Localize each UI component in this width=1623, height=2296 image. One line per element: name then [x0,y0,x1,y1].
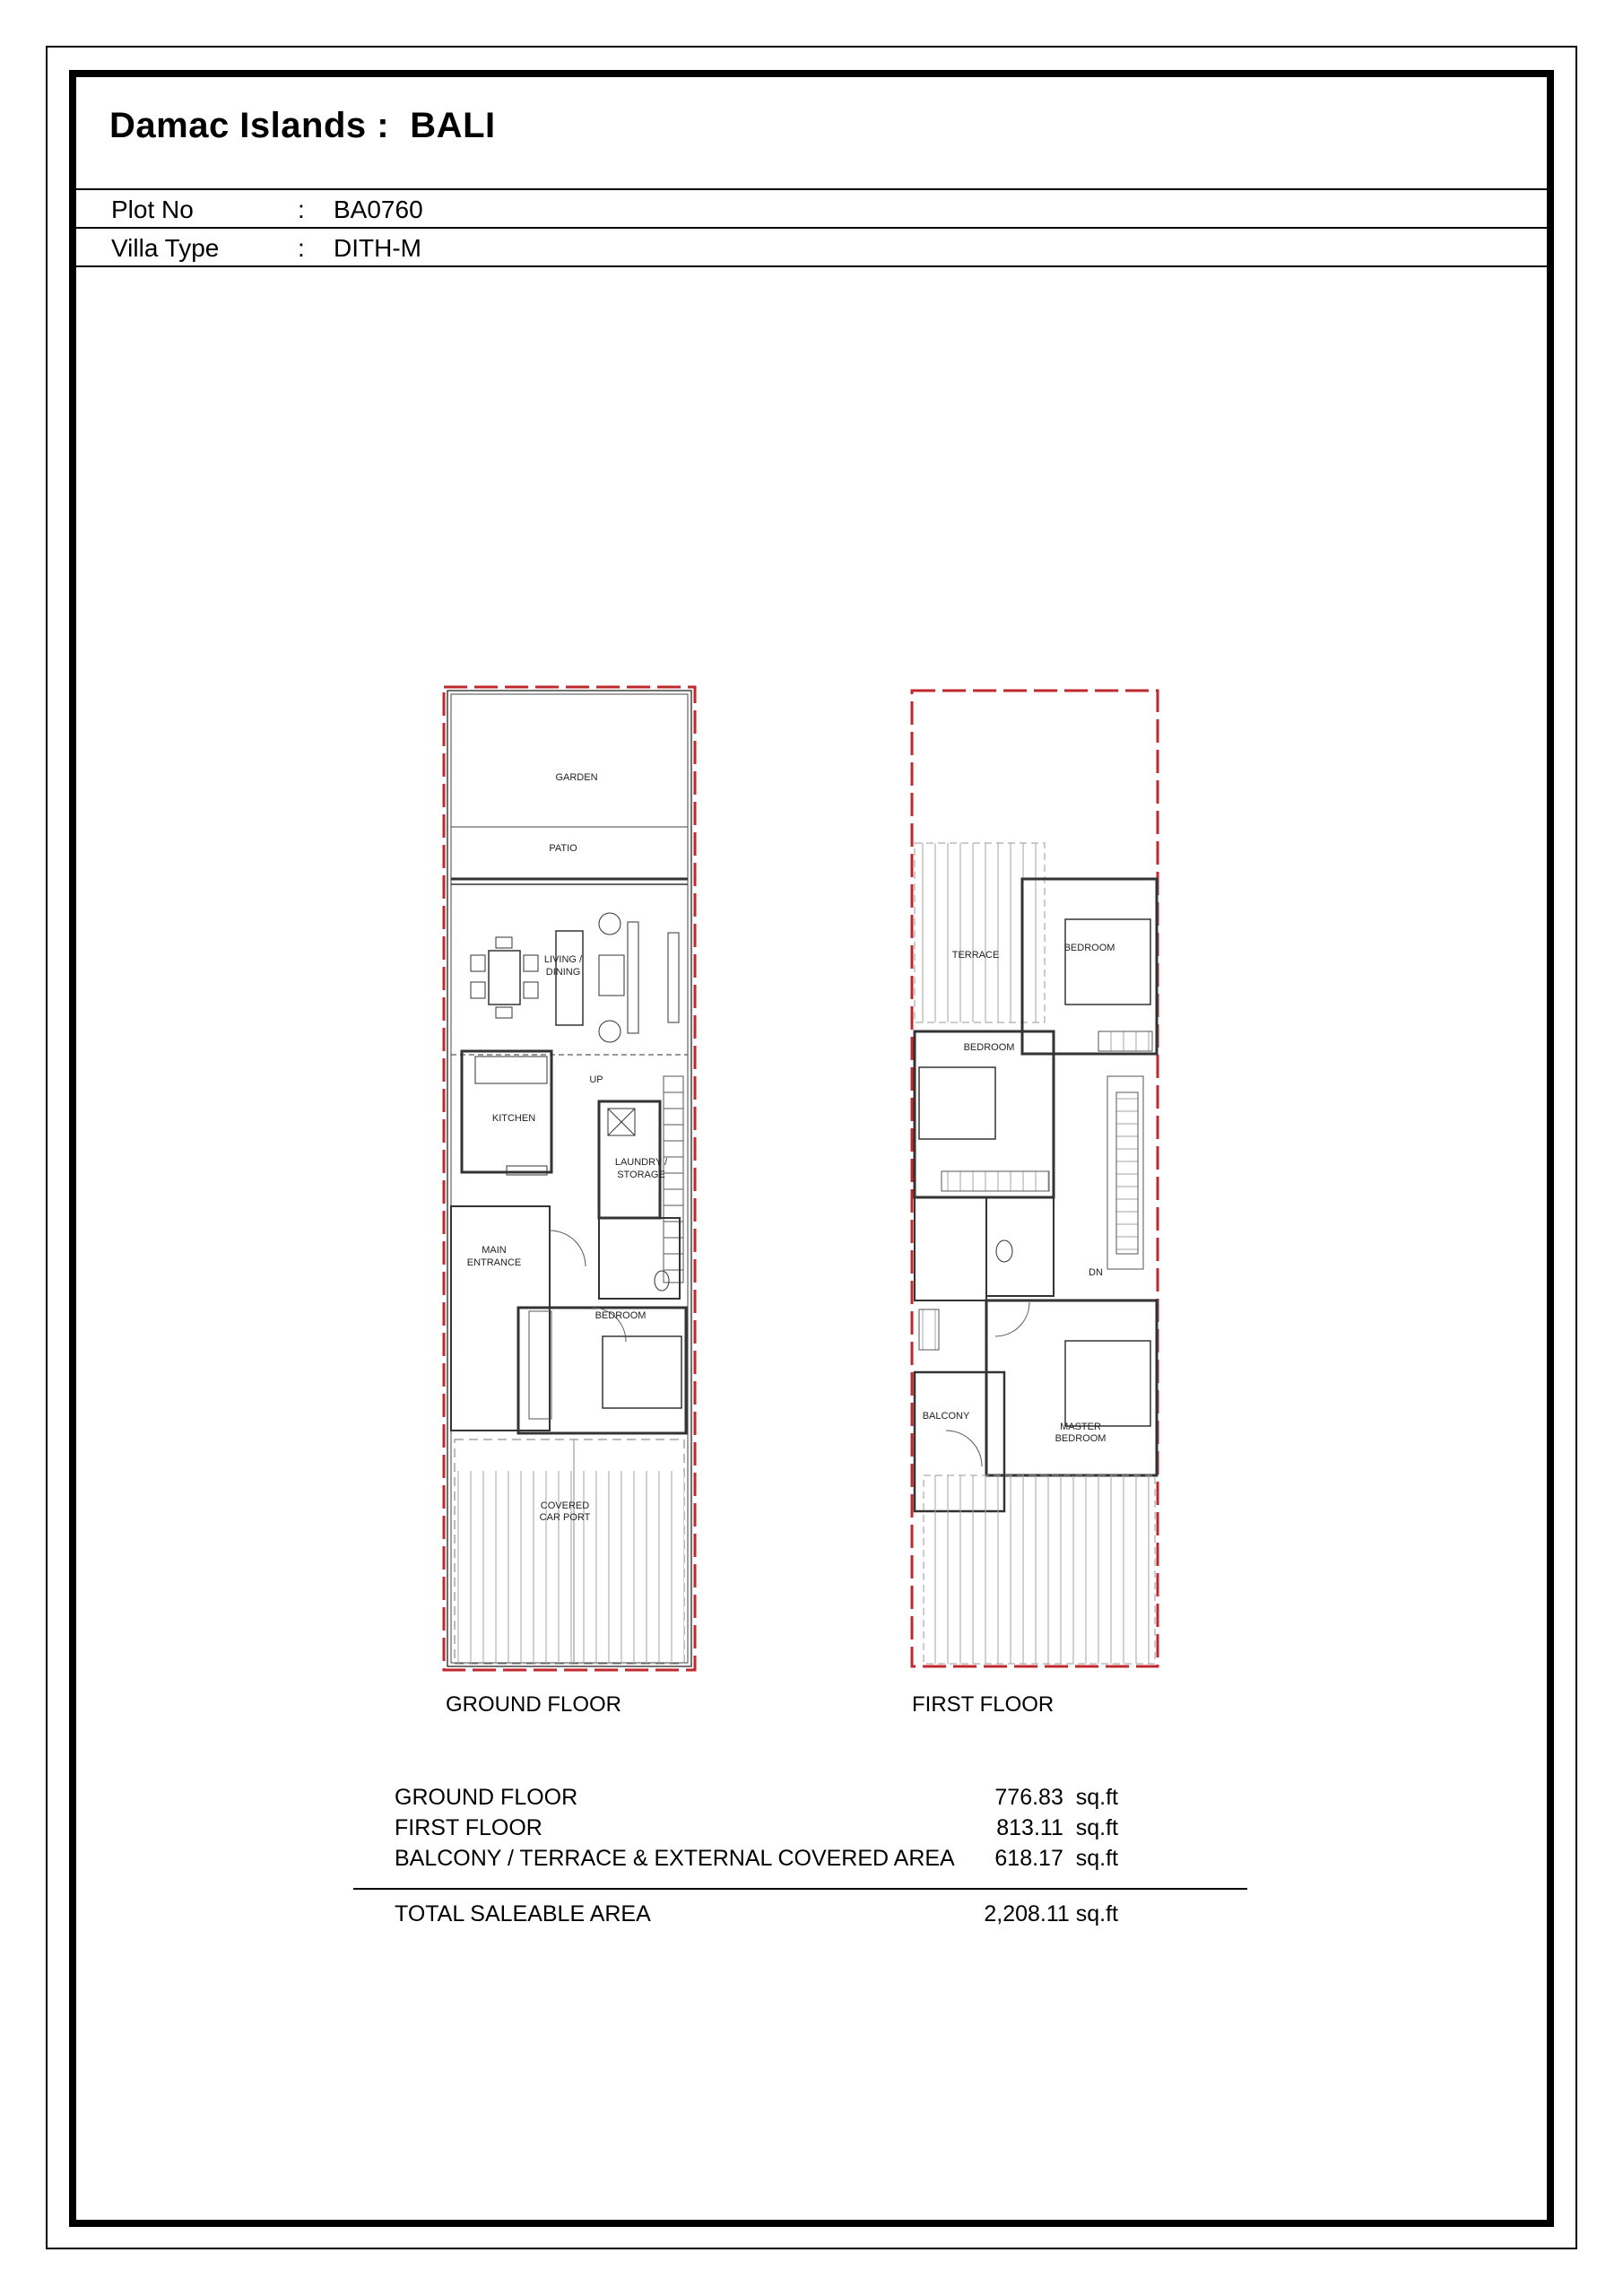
dn-label: DN [1089,1267,1103,1278]
bedroom-label: BEDROOM [595,1310,647,1321]
patio-label: PATIO [549,843,577,854]
total-area-value: 2,208.11 sq.ft [984,1901,1118,1926]
up-label: UP [589,1074,603,1085]
laundry-label-2: STORAGE [617,1170,665,1180]
living-label-1: LIVING / [543,954,583,965]
area-balcony-label: BALCONY / TERRACE & EXTERNAL COVERED AREA [395,1846,955,1871]
kitchen-label: KITCHEN [491,1113,536,1124]
laundry-label-1: LAUNDRY / [614,1157,668,1168]
villa-type-label: Villa Type [111,234,220,262]
area-first-value: 813.11 sq.ft [996,1815,1118,1840]
master-label-2: BEDROOM [1055,1433,1107,1444]
carport-label-2: CAR PORT [539,1512,591,1523]
total-divider [353,1888,1247,1890]
first-floor-plan [912,691,1158,1666]
document-title: Damac Islands : BALI [109,106,496,145]
plot-no-colon: : [298,196,305,223]
area-ground-value: 776.83 sq.ft [994,1785,1118,1810]
area-first-label: FIRST FLOOR [395,1815,542,1840]
bedroom-b-label: BEDROOM [963,1042,1015,1053]
area-balcony-value: 618.17 sq.ft [994,1846,1118,1871]
ground-floor-caption: GROUND FLOOR [446,1692,622,1717]
plot-no-value: BA0760 [334,196,423,223]
living-label-2: DINING [545,967,581,978]
master-label-1: MASTER [1060,1422,1101,1432]
bedroom-a-label: BEDROOM [1063,943,1115,953]
total-area-label: TOTAL SALEABLE AREA [395,1901,651,1926]
balcony-label: BALCONY [922,1411,970,1422]
entrance-label-2: ENTRANCE [466,1257,522,1268]
villa-type-colon: : [298,234,305,262]
entrance-label-1: MAIN [482,1245,507,1256]
carport-label-1: COVERED [540,1500,590,1511]
garden-label: GARDEN [555,772,598,783]
plot-no-label: Plot No [111,196,194,223]
first-floor-caption: FIRST FLOOR [912,1692,1055,1717]
area-ground-label: GROUND FLOOR [395,1785,578,1810]
villa-type-value: DITH-M [334,234,421,262]
terrace-label: TERRACE [951,950,1000,961]
